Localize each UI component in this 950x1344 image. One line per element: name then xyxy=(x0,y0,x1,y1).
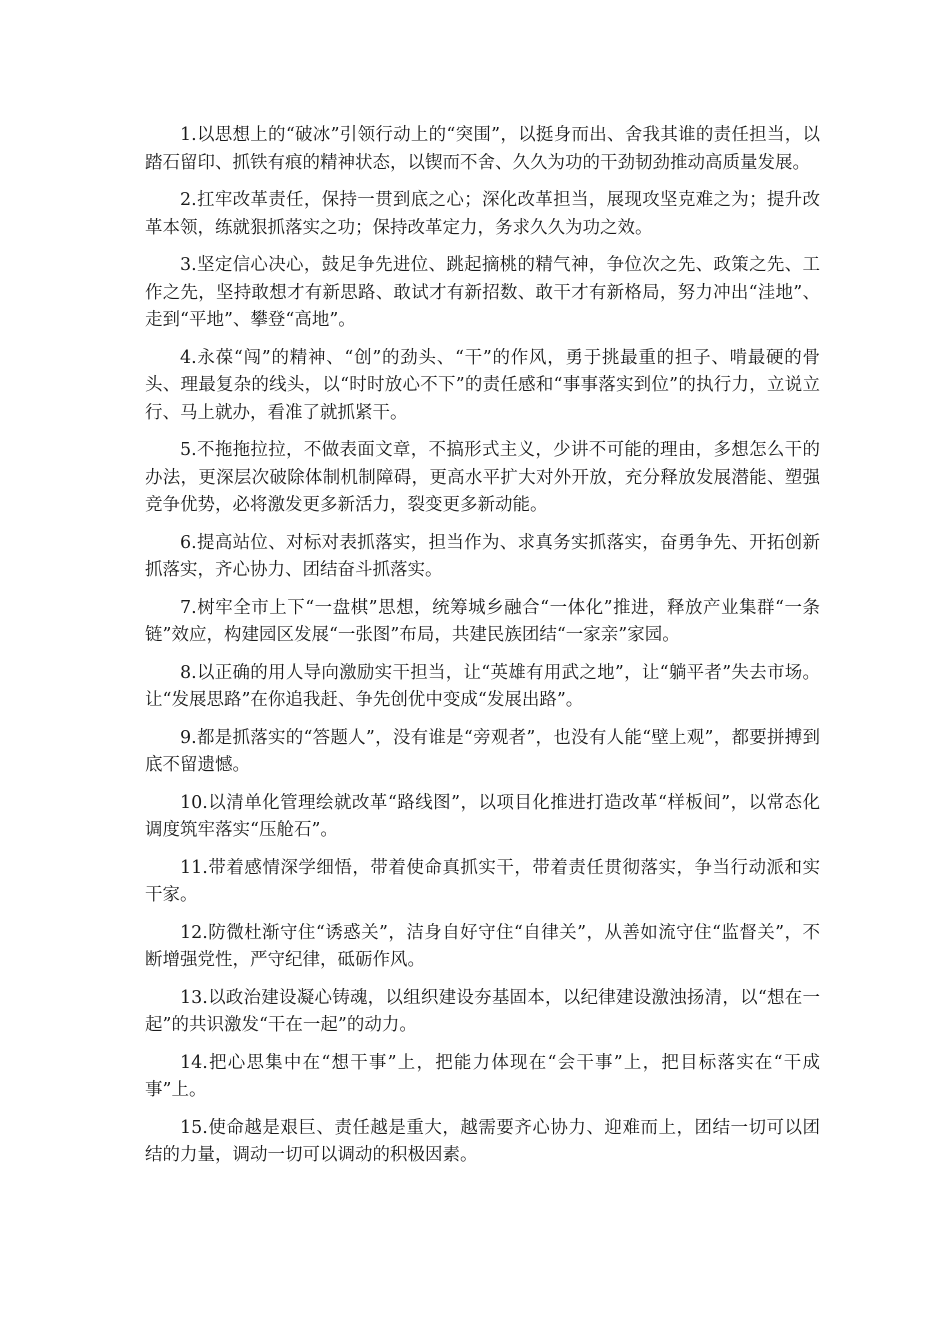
paragraph-7: 7.树牢全市上下“一盘棋”思想，统筹城乡融合“一体化”推进，释放产业集群“一条链”效应，构建园区发展“一张图”布局，共建民族团结“一家亲”家园。 xyxy=(145,597,820,645)
paragraph-14: 14.把心思集中在“想干事”上，把能力体现在“会干事”上，把目标落实在“干成事”上。 xyxy=(145,1052,820,1100)
paragraph-4: 4.永葆“闯”的精神、“创”的劲头、“干”的作风，勇于挑最重的担子、啃最硬的骨头、理最复杂的线头，以“时时放心不下”的责任感和“事事落实到位”的执行力，立说立行、马上就办，看准了就抓紧干。 xyxy=(145,347,820,423)
paragraph-3: 3.坚定信心决心，鼓足争先进位、跳起摘桃的精气神，争位次之先、政策之先、工作之先，坚持敢想才有新思路、敢试才有新招数、敢干才有新格局，努力冲出“洼地”、走到“平地”、攀登“高地”。 xyxy=(145,255,820,330)
paragraph-6: 6.提高站位、对标对表抓落实，担当作为、求真务实抓落实，奋勇争先、开拓创新抓落实，齐心协力、团结奋斗抓落实。 xyxy=(145,532,820,580)
paragraph-5: 5.不拖拖拉拉，不做表面文章，不搞形式主义，少讲不可能的理由，多想怎么干的办法，更深层次破除体制机制障碍，更高水平扩大对外开放，充分释放发展潜能、塑强竞争优势，必将激发更多新活力，裂变更多新动能。 xyxy=(145,440,820,515)
paragraph-9: 9.都是抓落实的“答题人”，没有谁是“旁观者”，也没有人能“壁上观”，都要拼搏到底不留遗憾。 xyxy=(145,727,820,775)
paragraph-11: 11.带着感情深学细悟，带着使命真抓实干，带着责任贯彻落实，争当行动派和实干家。 xyxy=(145,857,820,905)
paragraph-10: 10.以清单化管理绘就改革“路线图”，以项目化推进打造改革“样板间”，以常态化调度筑牢落实“压舱石”。 xyxy=(145,792,820,840)
paragraph-15: 15.使命越是艰巨、责任越是重大，越需要齐心协力、迎难而上，团结一切可以团结的力量，调动一切可以调动的积极因素。 xyxy=(145,1117,820,1165)
paragraph-2: 2.扛牢改革责任，保持一贯到底之心；深化改革担当，展现攻坚克难之为；提升改革本领，练就狠抓落实之功；保持改革定力，务求久久为功之效。 xyxy=(145,190,820,238)
paragraph-13: 13.以政治建设凝心铸魂，以组织建设夯基固本，以纪律建设激浊扬清，以“想在一起”的共识激发“干在一起”的动力。 xyxy=(145,987,820,1035)
paragraph-8: 8.以正确的用人导向激励实干担当，让“英雄有用武之地”，让“躺平者”失去市场。让“发展思路”在你追我赶、争先创优中变成“发展出路”。 xyxy=(145,662,820,710)
document-body xyxy=(145,122,820,1180)
paragraph-12: 12.防微杜渐守住“诱惑关”，洁身自好守住“自律关”，从善如流守住“监督关”，不断增强党性，严守纪律，砥砺作风。 xyxy=(145,922,820,970)
paragraph-1: 1.以思想上的“破冰”引领行动上的“突围”，以挺身而出、舍我其谁的责任担当，以踏石留印、抓铁有痕的精神状态，以锲而不舍、久久为功的干劲韧劲推动高质量发展。 xyxy=(145,125,820,173)
